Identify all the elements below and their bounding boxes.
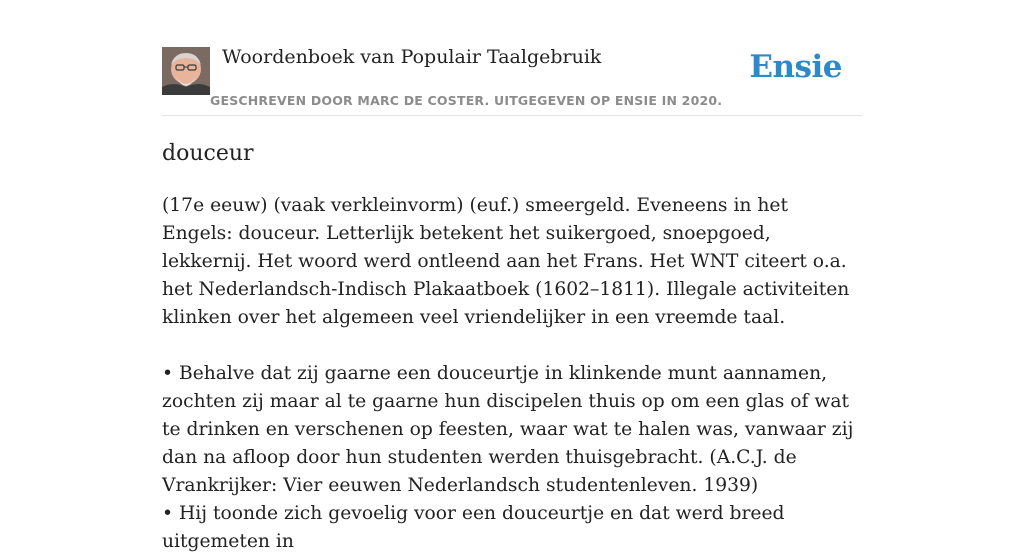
brand-logo[interactable]: Ensie	[749, 49, 842, 85]
entry-definition: (17e eeuw) (vaak verkleinvorm) (euf.) smeergeld. Eveneens in het Engels: douceur. Letterlijk betekent het suikergoed, snoepgoed, lekkernij. Het woord werd ontleend aan het Frans. Het WNT citeert o.a. het Nederlandsch-Indisch Plakaatboek (1602–1811). Illegale activiteiten klinken over het algemeen veel vriendelijker in een vreemde taal.	[162, 195, 850, 328]
entry-example: • Hij toonde zich gevoelig voor een douceurtje en dat werd breed uitgemeten in	[162, 503, 785, 552]
author-avatar[interactable]	[162, 47, 210, 95]
header	[162, 0, 862, 116]
entry-card	[162, 0, 862, 552]
book-title[interactable]: Woordenboek van Populair Taalgebruik	[222, 46, 602, 68]
entry-example: • Behalve dat zij gaarne een douceurtje in klinkende munt aannamen, zochten zij maar al te gaarne hun discipelen thuis op om een glas of wat te drinken en verschenen op feesten, waar wat te halen was, vanwaar zij dan na afloop door hun studenten werden thuisgebracht. (A.C.J. de Vrankrijker: Vier eeuwen Nederlandsch studentenleven. 1939)	[162, 363, 854, 496]
author-avatar-icon	[162, 47, 210, 95]
entry-body	[162, 192, 862, 556]
byline: GESCHREVEN DOOR MARC DE COSTER. UITGEGEVEN OP ENSIE IN 2020.	[210, 93, 723, 108]
entry-headword: douceur	[162, 141, 254, 166]
